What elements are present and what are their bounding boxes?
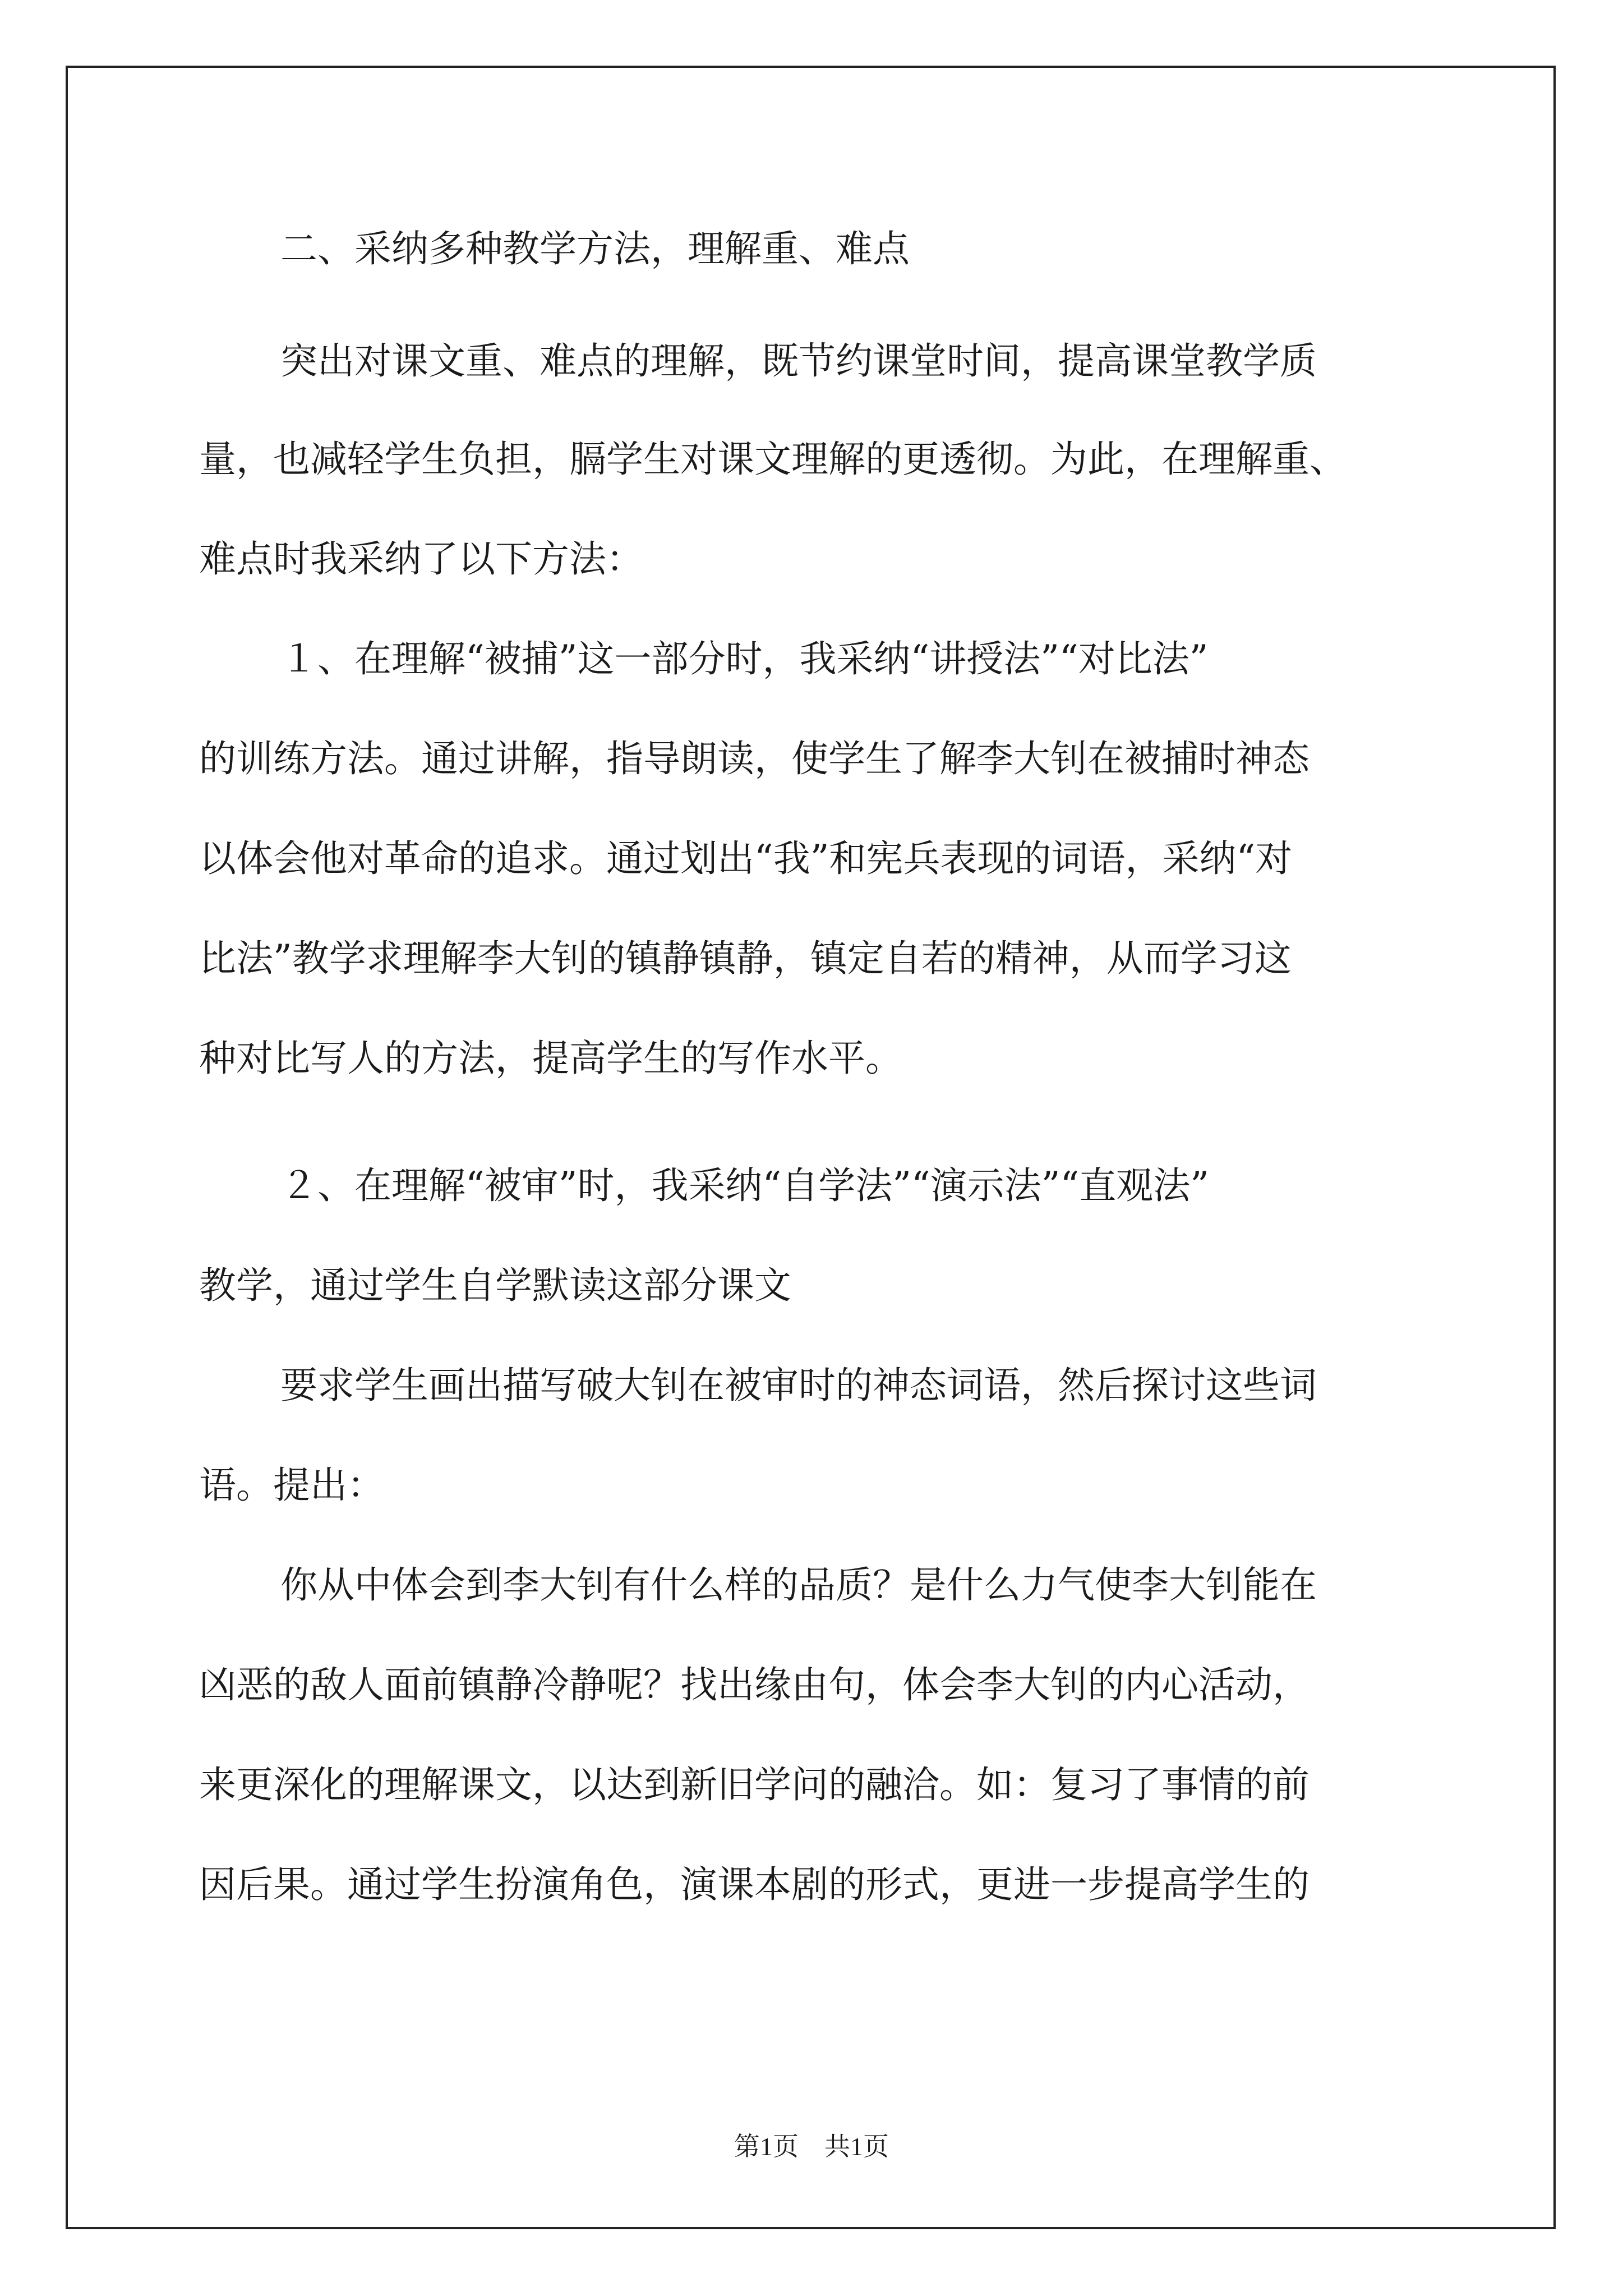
paragraph-line: 种对比写人的方法，提高学生的写作水平。 (199, 1037, 902, 1080)
paragraph-line: 突出对课文重、难点的理解，既节约课堂时间，提高课堂教学质 (280, 339, 1317, 383)
paragraph-line: ２、在理解“被审”时，我采纳“自学法”“演示法”“直观法” (280, 1164, 1209, 1207)
page-number-footer: 第1页 共1页 (734, 2132, 889, 2161)
paragraph-line: 来更深化的理解课文，以达到新旧学问的融洽。如：复习了事情的前 (199, 1763, 1310, 1806)
paragraph-line: 以体会他对革命的追求。通过划出“我”和宪兵表现的词语，采纳“对 (199, 837, 1293, 880)
section-heading: 二、采纳多种教学方法，理解重、难点 (280, 227, 910, 270)
paragraph-line: １、在理解“被捕”这一部分时，我采纳“讲授法”“对比法” (280, 637, 1209, 680)
paragraph-line: 要求学生画出描写破大钊在被审时的神态词语，然后探讨这些词 (280, 1364, 1317, 1407)
paragraph-line: 比法”教学求理解李大钊的镇静镇静，镇定自若的精神，从而学习这 (199, 937, 1292, 980)
paragraph-line: 因后果。通过学生扮演角色，演课本剧的形式，更进一步提高学生的 (199, 1863, 1310, 1906)
paragraph-line: 你从中体会到李大钊有什么样的品质？是什么力气使李大钊能在 (280, 1563, 1317, 1607)
paragraph-line: 语。提出： (199, 1464, 384, 1507)
paragraph-line: 量，也减轻学生负担，膈学生对课文理解的更透彻。为此，在理解重、 (199, 438, 1347, 481)
paragraph-line: 的训练方法。通过讲解，指导朗读，使学生了解李大钊在被捕时神态 (199, 737, 1310, 780)
paragraph-line: 教学，通过学生自学默读这部分课文 (199, 1264, 791, 1307)
paragraph-line: 难点时我采纳了以下方法： (199, 537, 643, 581)
paragraph-line: 凶恶的敌人面前镇静冷静呢？找出缘由句，体会李大钊的内心活动， (199, 1663, 1310, 1706)
